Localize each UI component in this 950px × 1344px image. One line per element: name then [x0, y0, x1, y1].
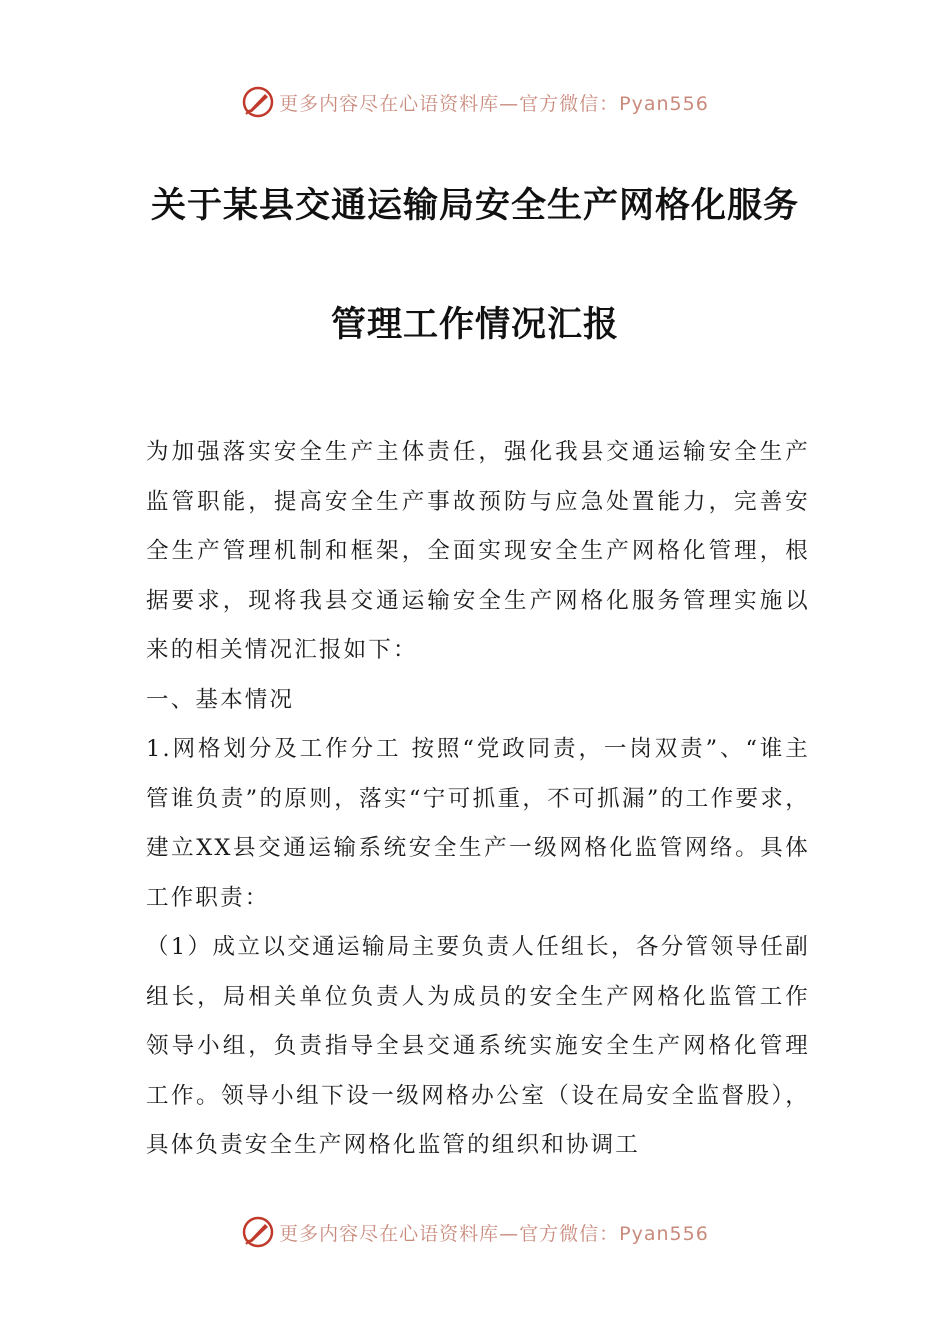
document-title-line2: 管理工作情况汇报	[330, 305, 619, 345]
watermark-banner-bottom	[0, 1212, 950, 1252]
watermark-banner-top	[0, 82, 950, 122]
section-heading-basic: 一、基本情况	[146, 686, 295, 713]
paragraph-intro: 为加强落实安全生产主体责任，强化我县交通运输安全生产监管职能，提高安全生产事故预防与应急处置能力，完善安全生产管理机制和框架，全面实现安全生产网格化管理，根据要求，现将我县交通运输安全生产网格化服务管理实施以来的相关情况汇报如下：	[146, 439, 810, 663]
paragraph-grid-division: 1.网格划分及工作分工 按照“党政同责，一岗双责”、“谁主管谁负责”的原则，落实“宁可抓重，不可抓漏”的工作要求，建立XX县交通运输系统安全生产一级网格化监管网络。具体工作职责：	[146, 736, 810, 911]
document-title-line1: 关于某县交通运输局安全生产网格化服务	[150, 186, 799, 226]
watermark-text: 更多内容尽在心语资料库—官方微信：Pyan556	[279, 92, 709, 115]
watermark-text: 更多内容尽在心语资料库—官方微信：Pyan556	[279, 1222, 709, 1245]
document-body	[146, 428, 810, 1171]
quill-logo-icon	[241, 85, 275, 119]
quill-logo-icon	[241, 1215, 275, 1249]
paragraph-item-1: （1）成立以交通运输局主要负责人任组长，各分管领导任副组长，局相关单位负责人为成员的安全生产网格化监管工作领导小组，负责指导全县交通系统实施安全生产网格化管理工作。领导小组下设一级网格办公室（设在局安全监督股），具体负责安全生产网格化监管的组织和协调工	[146, 934, 810, 1158]
